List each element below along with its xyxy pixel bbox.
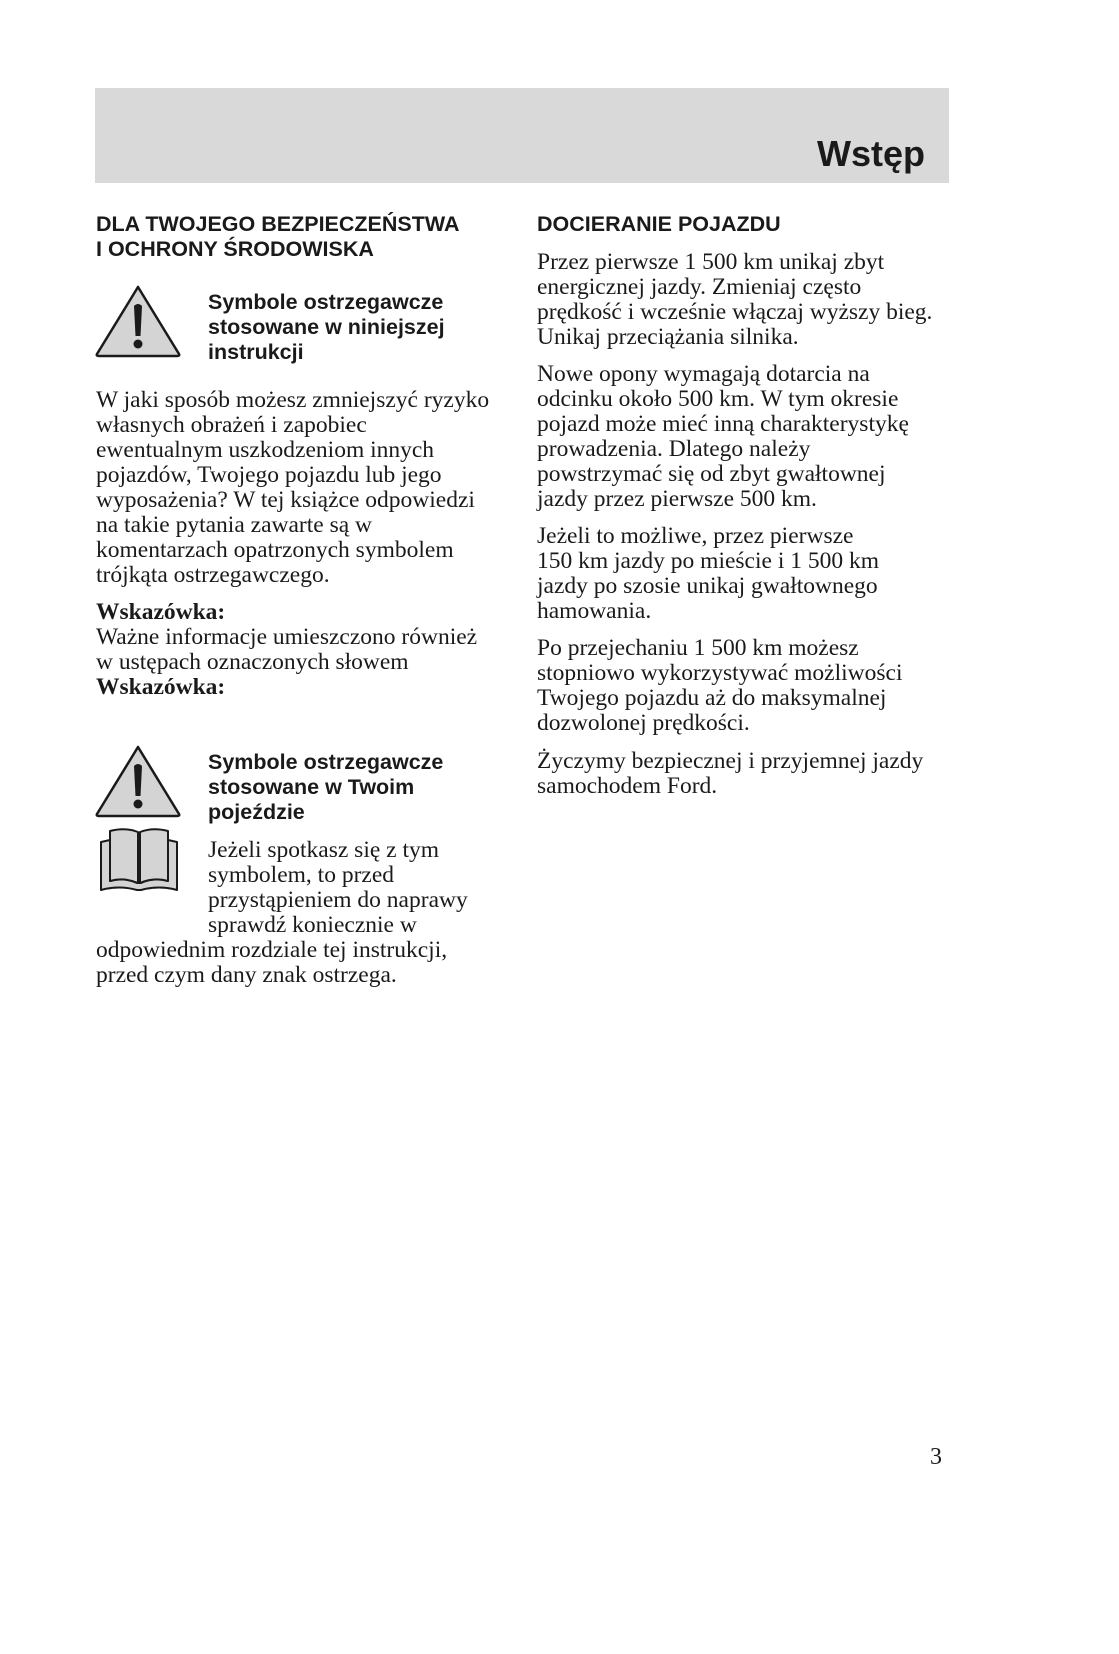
hint-text: Ważne informacje umieszczono również w ustępach oznaczonych słowem [96, 624, 478, 675]
open-book-icon [99, 827, 179, 893]
running-in-heading: DOCIERANIE POJAZDU [537, 212, 781, 236]
running-in-paragraph-4: Po przejechaniu 1 500 km możesz stopniowo wykorzystywać możliwości Twojego pojazdu aż do maksymalnej dozwolonej prędkości. [537, 635, 903, 736]
right-column [537, 212, 957, 799]
section-header-bar [95, 88, 949, 183]
warning-symbols-manual-subheading: Symbole ostrzegawcze stosowane w niniejszej instrukcji [208, 290, 445, 364]
running-in-paragraph-5: Życzymy bezpiecznej i przyjemnej jazdy samochodem Ford. [537, 748, 924, 799]
book-symbol-text-continued: odpowiednim rozdziale tej instrukcji, przed czym dany znak ostrzega. [96, 937, 448, 988]
hint-label [96, 600, 225, 625]
warning-triangle-icon [94, 284, 182, 358]
left-column [96, 212, 516, 988]
section-title: Wstęp [817, 133, 925, 174]
warning-symbols-vehicle-subheading: Symbole ostrzegawcze stosowane w Twoim pojeździe [208, 750, 444, 824]
hint-label-2-text: Wskazówka: [96, 674, 226, 700]
running-in-paragraph-1: Przez pierwsze 1 500 km unikaj zbyt energicznej jazdy. Zmieniaj często prędkość i wcześnie włączaj wyższy bieg. Unikaj przeciążania silnika. [537, 249, 933, 350]
warning-triangle-vehicle-icon [94, 744, 182, 818]
running-in-paragraph-3: Jeżeli to możliwe, przez pierwsze 150 km jazdy po mieście i 1 500 km jazdy po szosie unikaj gwałtownego hamowania. [537, 523, 880, 624]
hint-label-2 [96, 675, 225, 700]
hint-label-text: Wskazówka: [96, 599, 226, 625]
safety-heading: DLA TWOJEGO BEZPIECZEŃSTWA I OCHRONY ŚRODOWISKA [96, 212, 460, 261]
safety-paragraph: W jaki sposób możesz zmniejszyć ryzyko własnych obrażeń i zapobiec ewentualnym uszkodzeniom innych pojazdów, Twojego pojazdu lub jego wyposażenia? W tej książce odpowiedzi na takie pytania zawarte są w komentarzach opatrzonych symbolem trójkąta ostrzegawczego. [96, 387, 490, 588]
book-symbol-text: Jeżeli spotkasz się z tym symbolem, to przed przystąpieniem do naprawy sprawdź koniecznie w [208, 837, 468, 938]
page-number: 3 [930, 1444, 942, 1470]
running-in-paragraph-2: Nowe opony wymagają dotarcia na odcinku około 500 km. W tym okresie pojazd może mieć inną charakterystykę prowadzenia. Dlatego należy powstrzymać się od zbyt gwałtownej jazdy przez pierwsze 500 km. [537, 361, 909, 512]
